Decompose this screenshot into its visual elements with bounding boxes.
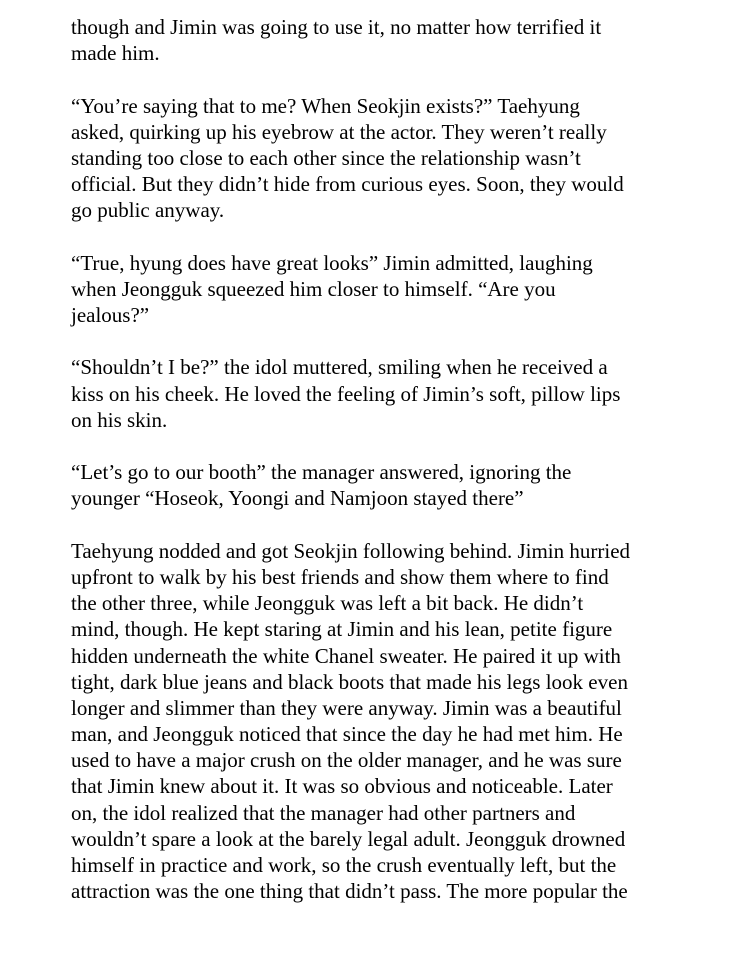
text-line: jealous?”	[71, 303, 150, 328]
text-line: man, and Jeongguk noticed that since the day he had met him. He	[71, 722, 623, 747]
text-line: younger “Hoseok, Yoongi and Namjoon stayed there”	[71, 486, 524, 511]
text-line: upfront to walk by his best friends and show them where to find	[71, 564, 609, 589]
paragraph	[71, 459, 681, 511]
paragraph	[71, 93, 681, 224]
text-line: longer and slimmer than they were anyway. Jimin was a beautiful	[71, 695, 622, 720]
text-line: “Shouldn’t I be?” the idol muttered, smiling when he received a	[71, 355, 608, 380]
text-line: hidden underneath the white Chanel sweater. He paired it up with	[71, 643, 621, 668]
text-line: “Let’s go to our booth” the manager answered, ignoring the	[71, 460, 572, 485]
text-line: tight, dark blue jeans and black boots that made his legs look even	[71, 669, 628, 694]
text-line: that Jimin knew about it. It was so obvious and noticeable. Later	[71, 774, 613, 799]
text-line: on his skin.	[71, 407, 168, 432]
text-line: standing too close to each other since the relationship wasn’t	[71, 145, 581, 170]
text-line: go public anyway.	[71, 198, 225, 223]
document-page	[71, 14, 681, 931]
text-line: though and Jimin was going to use it, no matter how terrified it	[71, 15, 602, 39]
text-line: himself in practice and work, so the crush eventually left, but the	[71, 853, 617, 877]
paragraph	[71, 250, 681, 329]
text-line: official. But they didn’t hide from curious eyes. Soon, they would	[71, 172, 624, 197]
paragraph	[71, 538, 681, 905]
text-line: attraction was the one thing that didn’t pass. The more popular the	[71, 879, 628, 904]
text-line: mind, though. He kept staring at Jimin and his lean, petite figure	[71, 617, 613, 642]
text-line: “You’re saying that to me? When Seokjin exists?” Taehyung	[71, 93, 580, 118]
paragraph	[71, 14, 681, 66]
text-line: when Jeongguk squeezed him closer to himself. “Are you	[71, 276, 556, 301]
paragraph	[71, 354, 681, 433]
text-line: made him.	[71, 41, 160, 66]
text-line: kiss on his cheek. He loved the feeling of Jimin’s soft, pillow lips	[71, 381, 621, 406]
text-line: “True, hyung does have great looks” Jimin admitted, laughing	[71, 250, 593, 275]
text-line: used to have a major crush on the older manager, and he was sure	[71, 748, 622, 773]
text-line: the other three, while Jeongguk was left a bit back. He didn’t	[71, 591, 584, 616]
text-line: wouldn’t spare a look at the barely legal adult. Jeongguk drowned	[71, 826, 626, 851]
text-line: Taehyung nodded and got Seokjin following behind. Jimin hurried	[71, 538, 631, 563]
text-line: on, the idol realized that the manager had other partners and	[71, 800, 576, 825]
text-line: asked, quirking up his eyebrow at the actor. They weren’t really	[71, 119, 607, 144]
